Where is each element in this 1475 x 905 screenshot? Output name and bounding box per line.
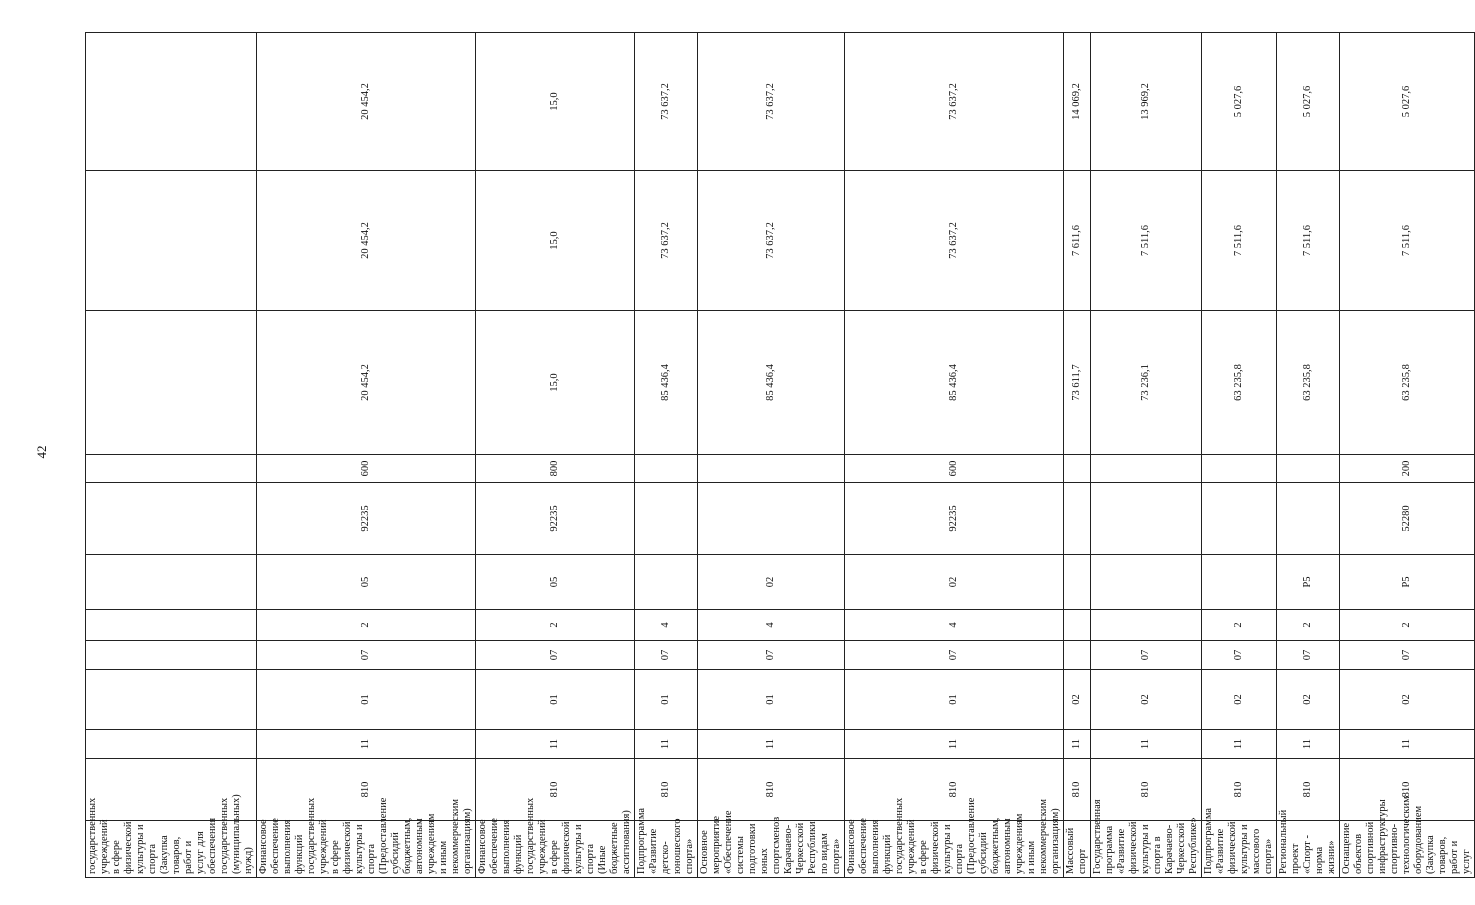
amount-cell-1: 63 235,8 xyxy=(1340,311,1475,455)
section-cell: 11 xyxy=(845,730,1064,759)
grbs-cell: 810 xyxy=(1091,759,1202,821)
section-cell: 11 xyxy=(257,730,476,759)
subsection-cell: 01 xyxy=(845,670,1064,730)
row-name-cell: Финансовое обеспечение выполнения функций государственных учреждений в сфере физической культуры и спорта (Предоставление субсидий бюджетным, автономным учреждениям и иным некоммерческим организациям) xyxy=(845,821,1064,878)
subsection-cell: 02 xyxy=(1091,670,1202,730)
program-code-cell xyxy=(1064,641,1091,670)
event-code-cell xyxy=(86,555,257,610)
amount-cell-1: 63 235,8 xyxy=(1277,311,1340,455)
program-code-cell: 07 xyxy=(635,641,698,670)
direction-code-cell: 92235 xyxy=(845,483,1064,555)
amount-cell-3: 13 969,2 xyxy=(1091,33,1202,171)
amount-cell-2: 73 637,2 xyxy=(845,171,1064,311)
row-name-cell: Финансовое обеспечение выполнения функций государственных учреждений в сфере физической культуры и спорта (Иные бюджетные ассигнования) xyxy=(476,821,635,878)
expense-type-cell xyxy=(86,455,257,483)
subprogram-code-cell: 2 xyxy=(257,610,476,641)
section-cell: 11 xyxy=(1064,730,1091,759)
subprogram-code-cell: 4 xyxy=(635,610,698,641)
subprogram-code-cell: 4 xyxy=(698,610,845,641)
grbs-cell: 810 xyxy=(635,759,698,821)
program-code-cell: 07 xyxy=(1340,641,1475,670)
row-name-cell: Региональный проект «Спорт - норма жизни» xyxy=(1277,821,1340,878)
table-row xyxy=(257,33,476,878)
subprogram-code-cell xyxy=(86,610,257,641)
event-code-cell xyxy=(1091,555,1202,610)
event-code-cell xyxy=(1064,555,1091,610)
row-name-cell: Подпрограмма «Развитие физической культуры и массового спорта» xyxy=(1202,821,1277,878)
program-code-cell xyxy=(86,641,257,670)
subsection-cell: 01 xyxy=(257,670,476,730)
section-cell: 11 xyxy=(1202,730,1277,759)
table-row xyxy=(1277,33,1340,878)
event-code-cell xyxy=(1202,555,1277,610)
program-code-cell: 07 xyxy=(698,641,845,670)
event-code-cell: P5 xyxy=(1277,555,1340,610)
amount-cell-3: 15,0 xyxy=(476,33,635,171)
row-name-cell: Массовый спорт xyxy=(1064,821,1091,878)
table-row xyxy=(1091,33,1202,878)
subprogram-code-cell xyxy=(1091,610,1202,641)
subprogram-code-cell: 2 xyxy=(1202,610,1277,641)
expense-type-cell xyxy=(1277,455,1340,483)
direction-code-cell xyxy=(1277,483,1340,555)
subsection-cell: 02 xyxy=(1202,670,1277,730)
section-cell: 11 xyxy=(635,730,698,759)
section-cell: 11 xyxy=(698,730,845,759)
row-name-cell: государственных учреждений в сфере физической культуры и спорта (Закупка товаров, работ и услуг для обеспечения государственных (муниципальных) нужд) xyxy=(86,821,257,878)
table-row xyxy=(476,33,635,878)
subsection-cell: 01 xyxy=(635,670,698,730)
amount-cell-2: 7 511,6 xyxy=(1091,171,1202,311)
amount-cell-3: 5 027,6 xyxy=(1277,33,1340,171)
amount-cell-2: 20 454,2 xyxy=(257,171,476,311)
amount-cell-1: 85 436,4 xyxy=(698,311,845,455)
amount-cell-1: 20 454,2 xyxy=(257,311,476,455)
expense-type-cell xyxy=(1202,455,1277,483)
subsection-cell: 02 xyxy=(1277,670,1340,730)
program-code-cell: 07 xyxy=(845,641,1064,670)
amount-cell-3: 73 637,2 xyxy=(845,33,1064,171)
subsection-cell xyxy=(86,670,257,730)
table-row xyxy=(635,33,698,878)
page-number: 42 xyxy=(34,445,49,459)
grbs-cell: 810 xyxy=(1202,759,1277,821)
table-body xyxy=(86,33,1475,878)
section-cell: 11 xyxy=(1091,730,1202,759)
event-code-cell: 05 xyxy=(257,555,476,610)
subsection-cell: 02 xyxy=(1340,670,1475,730)
program-code-cell: 07 xyxy=(476,641,635,670)
amount-cell-3: 20 454,2 xyxy=(257,33,476,171)
direction-code-cell xyxy=(635,483,698,555)
section-cell: 11 xyxy=(476,730,635,759)
expense-type-cell: 600 xyxy=(257,455,476,483)
event-code-cell: P5 xyxy=(1340,555,1475,610)
event-code-cell: 05 xyxy=(476,555,635,610)
amount-cell-3 xyxy=(86,33,257,171)
amount-cell-2: 7 511,6 xyxy=(1277,171,1340,311)
expense-type-cell: 800 xyxy=(476,455,635,483)
event-code-cell xyxy=(635,555,698,610)
row-name-cell: Оснащение объектов спортивной инфраструктуры спортивно-технологическим оборудованием (Закупка товаров, работ и услуг xyxy=(1340,821,1475,878)
amount-cell-1: 15,0 xyxy=(476,311,635,455)
direction-code-cell xyxy=(1091,483,1202,555)
grbs-cell: 810 xyxy=(476,759,635,821)
direction-code-cell xyxy=(1064,483,1091,555)
direction-code-cell: 52280 xyxy=(1340,483,1475,555)
direction-code-cell: 92235 xyxy=(476,483,635,555)
section-cell: 11 xyxy=(1340,730,1475,759)
grbs-cell: 810 xyxy=(698,759,845,821)
table-row xyxy=(845,33,1064,878)
direction-code-cell: 92235 xyxy=(257,483,476,555)
grbs-cell: 810 xyxy=(845,759,1064,821)
event-code-cell: 02 xyxy=(845,555,1064,610)
row-name-cell: Подпрограмма «Развитие детско-юношеского спорта» xyxy=(635,821,698,878)
direction-code-cell xyxy=(1202,483,1277,555)
program-code-cell: 07 xyxy=(257,641,476,670)
amount-cell-1: 85 436,4 xyxy=(845,311,1064,455)
amount-cell-1: 73 611,7 xyxy=(1064,311,1091,455)
budget-table xyxy=(85,32,1475,878)
amount-cell-2: 7 611,6 xyxy=(1064,171,1091,311)
amount-cell-1 xyxy=(86,311,257,455)
amount-cell-2: 7 511,6 xyxy=(1202,171,1277,311)
subprogram-code-cell: 4 xyxy=(845,610,1064,641)
amount-cell-2: 73 637,2 xyxy=(698,171,845,311)
expense-type-cell xyxy=(635,455,698,483)
table-row xyxy=(1340,33,1475,878)
program-code-cell: 07 xyxy=(1202,641,1277,670)
amount-cell-2 xyxy=(86,171,257,311)
program-code-cell: 07 xyxy=(1277,641,1340,670)
rotated-table-wrapper xyxy=(85,33,1472,878)
table-row xyxy=(1202,33,1277,878)
table-row xyxy=(1064,33,1091,878)
expense-type-cell xyxy=(1091,455,1202,483)
subsection-cell: 02 xyxy=(1064,670,1091,730)
table-row xyxy=(86,33,257,878)
amount-cell-3: 14 069,2 xyxy=(1064,33,1091,171)
program-code-cell: 07 xyxy=(1091,641,1202,670)
subprogram-code-cell: 2 xyxy=(1277,610,1340,641)
section-cell: 11 xyxy=(1277,730,1340,759)
grbs-cell: 810 xyxy=(1064,759,1091,821)
subprogram-code-cell: 2 xyxy=(476,610,635,641)
row-name-cell: Основное мероприятие «Обеспечение системы подготовки юных спортсменов Карачаево-Черкесской Республики по видам спорта» xyxy=(698,821,845,878)
amount-cell-1: 85 436,4 xyxy=(635,311,698,455)
expense-type-cell xyxy=(1064,455,1091,483)
row-name-cell: Финансовое обеспечение выполнения функций государственных учреждений в сфере физической культуры и спорта (Предоставление субсидий бюджетным, автономным учреждениям и иным некоммерческим организациям) xyxy=(257,821,476,878)
direction-code-cell xyxy=(698,483,845,555)
subprogram-code-cell: 2 xyxy=(1340,610,1475,641)
expense-type-cell: 200 xyxy=(1340,455,1475,483)
amount-cell-1: 63 235,8 xyxy=(1202,311,1277,455)
grbs-cell: 810 xyxy=(257,759,476,821)
amount-cell-2: 73 637,2 xyxy=(635,171,698,311)
amount-cell-3: 5 027,6 xyxy=(1340,33,1475,171)
amount-cell-2: 7 511,6 xyxy=(1340,171,1475,311)
amount-cell-2: 15,0 xyxy=(476,171,635,311)
row-name-cell: Государственная программа «Развитие физической культуры и спорта в Карачаево-Черкесской Республике» xyxy=(1091,821,1202,878)
subprogram-code-cell xyxy=(1064,610,1091,641)
table-row xyxy=(698,33,845,878)
subsection-cell: 01 xyxy=(476,670,635,730)
direction-code-cell xyxy=(86,483,257,555)
grbs-cell: 810 xyxy=(1277,759,1340,821)
amount-cell-1: 73 236,1 xyxy=(1091,311,1202,455)
grbs-cell: 810 xyxy=(1340,759,1475,821)
amount-cell-3: 73 637,2 xyxy=(635,33,698,171)
event-code-cell: 02 xyxy=(698,555,845,610)
subsection-cell: 01 xyxy=(698,670,845,730)
section-cell xyxy=(86,730,257,759)
amount-cell-3: 73 637,2 xyxy=(698,33,845,171)
expense-type-cell: 600 xyxy=(845,455,1064,483)
expense-type-cell xyxy=(698,455,845,483)
amount-cell-3: 5 027,6 xyxy=(1202,33,1277,171)
